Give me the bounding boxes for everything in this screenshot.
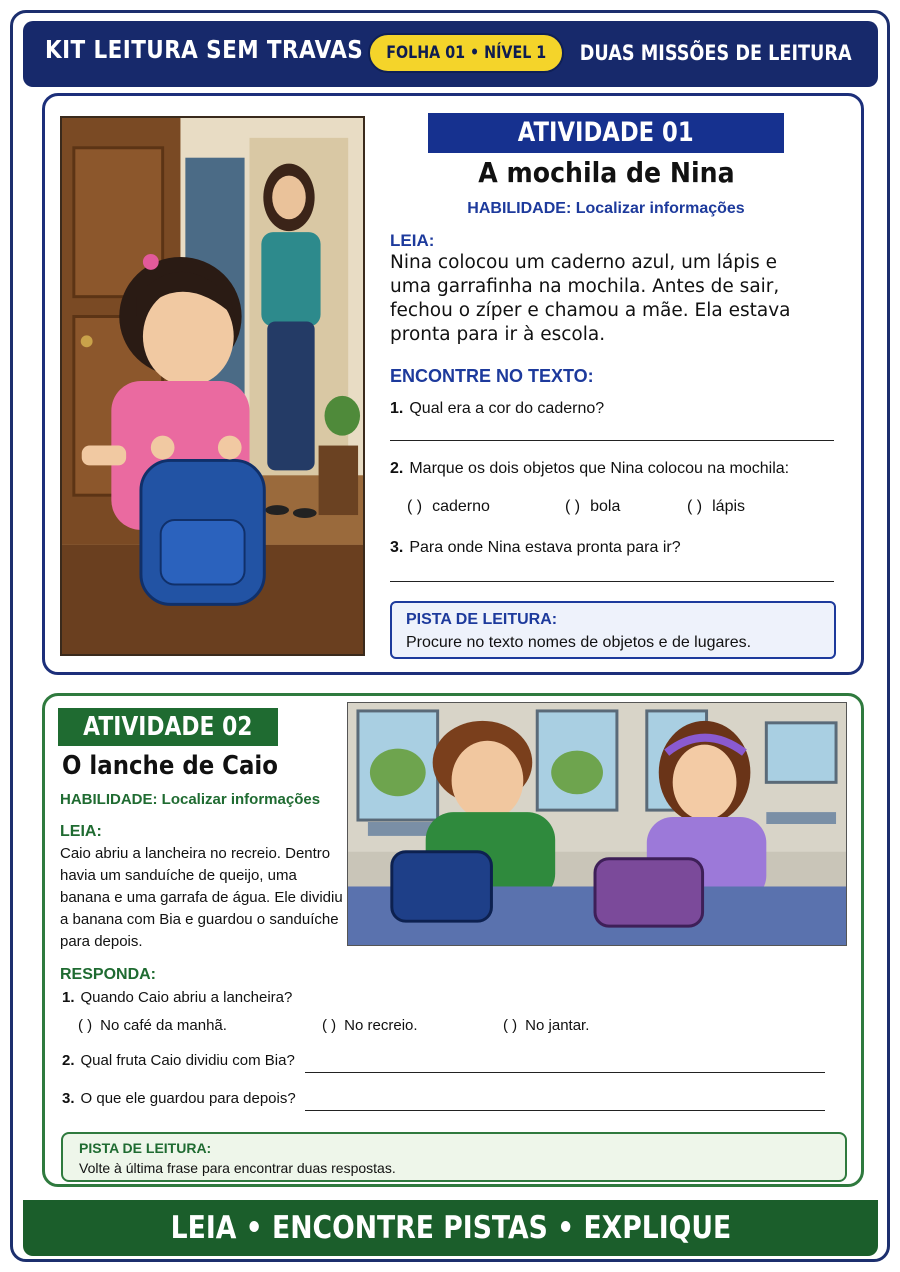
activity-1-find-label: ENCONTRE NO TEXTO: [390,366,594,386]
caio-bia-lunch-illustration [347,702,847,946]
activity-1-reading-hint [390,601,836,659]
option-cafe-da-manha[interactable]: ( ) No café da manhã. [78,1017,227,1034]
activity-2-question-1: 1. Quando Caio abriu a lancheira? [62,989,293,1006]
activity-1-read-label: LEIA: [390,231,435,250]
activity-2-question-3: 3. O que ele guardou para depois? [62,1090,296,1107]
answer-line-3[interactable] [390,581,834,582]
activity-1-banner: ATIVIDADE 01 [428,113,784,153]
answer-line-2[interactable] [305,1072,825,1073]
activity-2-title: O lanche de Caio [62,751,278,781]
activity-1-title: A mochila de Nina [477,156,735,189]
activity-1-question-3: 3. Para onde Nina estava pronta para ir? [390,539,681,556]
nina-backpack-illustration [60,116,365,656]
option-recreio[interactable]: ( ) No recreio. [322,1017,418,1034]
activity-2-answer-label: RESPONDA: [60,966,157,983]
sheet-level-badge: FOLHA 01 • NÍVEL 1 [368,33,564,73]
hint-text: Volte à última frase para encontrar duas respostas. [79,1160,396,1176]
activity-2-read-label: LEIA: [60,823,102,840]
worksheet [10,10,890,1262]
header-bar [23,21,878,87]
footer-banner: LEIA • ENCONTRE PISTAS • EXPLIQUE [23,1200,878,1256]
answer-line-1[interactable] [390,440,834,441]
activity-1-skill: HABILIDADE: Localizar informações [467,200,745,217]
missions-label: DUAS MISSÕES DE LEITURA [580,41,852,65]
hint-title: PISTA DE LEITURA: [406,611,558,628]
hint-title: PISTA DE LEITURA: [79,1140,212,1156]
activity-2-skill: HABILIDADE: Localizar informações [60,791,321,808]
hint-text: Procure no texto nomes de objetos e de lugares. [406,634,752,651]
activity-2-reading-hint [61,1132,847,1182]
activity-2-banner: ATIVIDADE 02 [58,708,278,746]
activity-2-reading-text: Caio abriu a lancheira no recreio. Dentro havia um sanduíche de queijo, uma banana e uma garrafa de água. Ele dividiu a banana com Bia e guardou o sanduíche para depois. [60,845,343,950]
answer-line-3b[interactable] [305,1110,825,1111]
option-caderno[interactable]: ( ) caderno [407,498,490,515]
kit-title: KIT LEITURA SEM TRAVAS [45,35,364,64]
activity-1-question-1: 1. Qual era a cor do caderno? [390,400,605,417]
option-jantar[interactable]: ( ) No jantar. [503,1017,590,1034]
activity-2-card [42,693,864,1187]
option-lapis[interactable]: ( ) lápis [687,498,746,515]
activity-1-reading-text: Nina colocou um caderno azul, um lápis e uma garrafinha na mochila. Antes de sair, fechou o zíper e chamou a mãe. Ela estava pronta para ir à escola. [390,252,791,345]
activity-2-question-2: 2. Qual fruta Caio dividiu com Bia? [62,1052,295,1069]
activity-1-card [42,93,864,675]
option-bola[interactable]: ( ) bola [565,498,621,515]
activity-1-question-2: 2. Marque os dois objetos que Nina colocou na mochila: [390,460,790,477]
